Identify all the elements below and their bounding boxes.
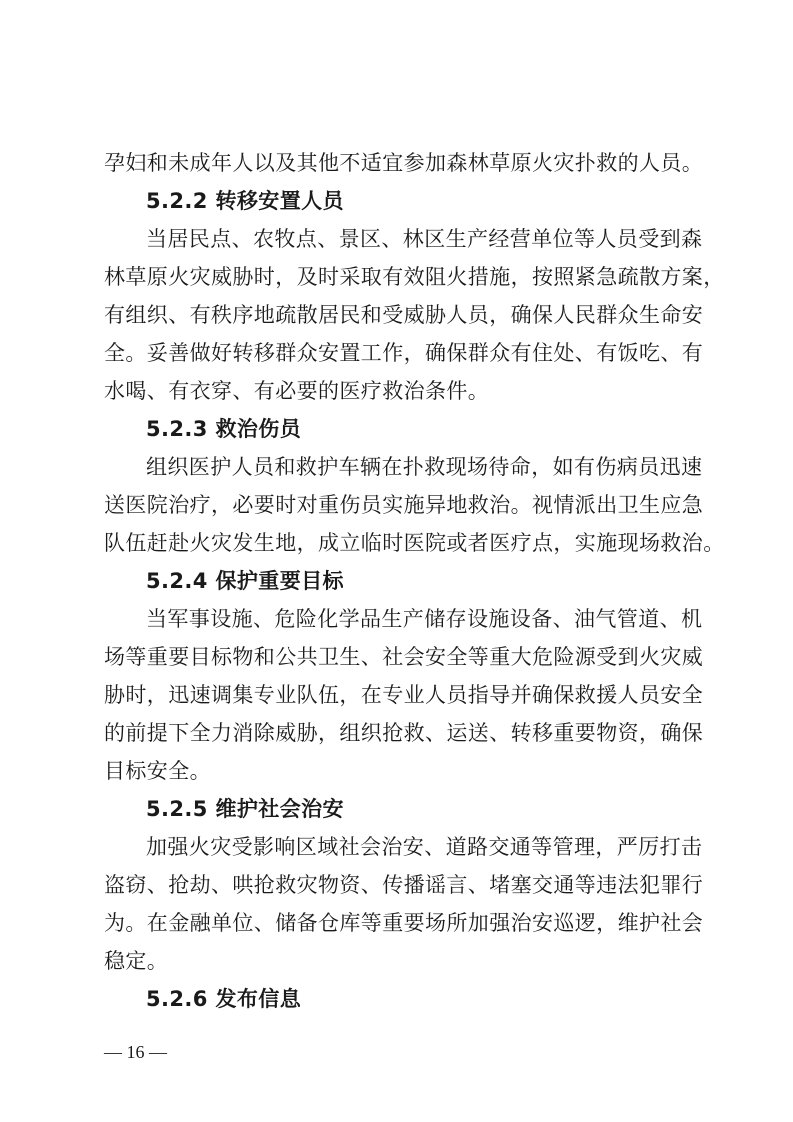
paragraph-line: 场等重要目标物和公共卫生、社会安全等重大危险源受到火灾威	[104, 645, 704, 669]
paragraph-line: 的前提下全力消除威胁，组织抢救、运送、转移重要物资，确保	[104, 721, 704, 745]
paragraph-line: 当居民点、农牧点、景区、林区生产经营单位等人员受到森	[146, 227, 703, 251]
paragraph-line: 全。妥善做好转移群众安置工作，确保群众有住处、有饭吃、有	[104, 341, 704, 365]
section-heading-5-2-2: 5.2.2 转移安置人员	[146, 189, 344, 213]
paragraph-line: 水喝、有衣穿、有必要的医疗救治条件。	[104, 379, 490, 403]
paragraph-line: 盗窃、抢劫、哄抢救灾物资、传播谣言、堵塞交通等违法犯罪行	[104, 873, 704, 897]
paragraph-line: 目标安全。	[104, 759, 211, 783]
paragraph-line: 加强火灾受影响区域社会治安、道路交通等管理，严厉打击	[146, 835, 703, 859]
paragraph-line: 胁时，迅速调集专业队伍，在专业人员指导并确保救援人员安全	[104, 683, 704, 707]
paragraph-line: 送医院治疗，必要时对重伤员实施异地救治。视情派出卫生应急	[104, 493, 704, 517]
paragraph-line: 有组织、有秩序地疏散居民和受威胁人员，确保人民群众生命安	[104, 303, 704, 327]
section-heading-5-2-4: 5.2.4 保护重要目标	[146, 569, 344, 593]
paragraph-line: 孕妇和未成年人以及其他不适宜参加森林草原火灾扑救的人员。	[104, 151, 704, 175]
section-heading-5-2-3: 5.2.3 救治伤员	[146, 417, 302, 441]
paragraph-line: 稳定。	[104, 949, 169, 973]
page-number: — 16 —	[104, 1042, 167, 1062]
paragraph-line: 为。在金融单位、储备仓库等重要场所加强治安巡逻，维护社会	[104, 911, 704, 935]
paragraph-line: 队伍赶赴火灾发生地，成立临时医院或者医疗点，实施现场救治。	[104, 531, 725, 555]
section-heading-5-2-6: 5.2.6 发布信息	[146, 987, 302, 1011]
section-heading-5-2-5: 5.2.5 维护社会治安	[146, 797, 344, 821]
paragraph-line: 当军事设施、危险化学品生产储存设施设备、油气管道、机	[146, 607, 703, 631]
paragraph-line: 组织医护人员和救护车辆在扑救现场待命，如有伤病员迅速	[146, 455, 703, 479]
paragraph-line: 林草原火灾威胁时，及时采取有效阻火措施，按照紧急疏散方案，	[104, 265, 725, 289]
